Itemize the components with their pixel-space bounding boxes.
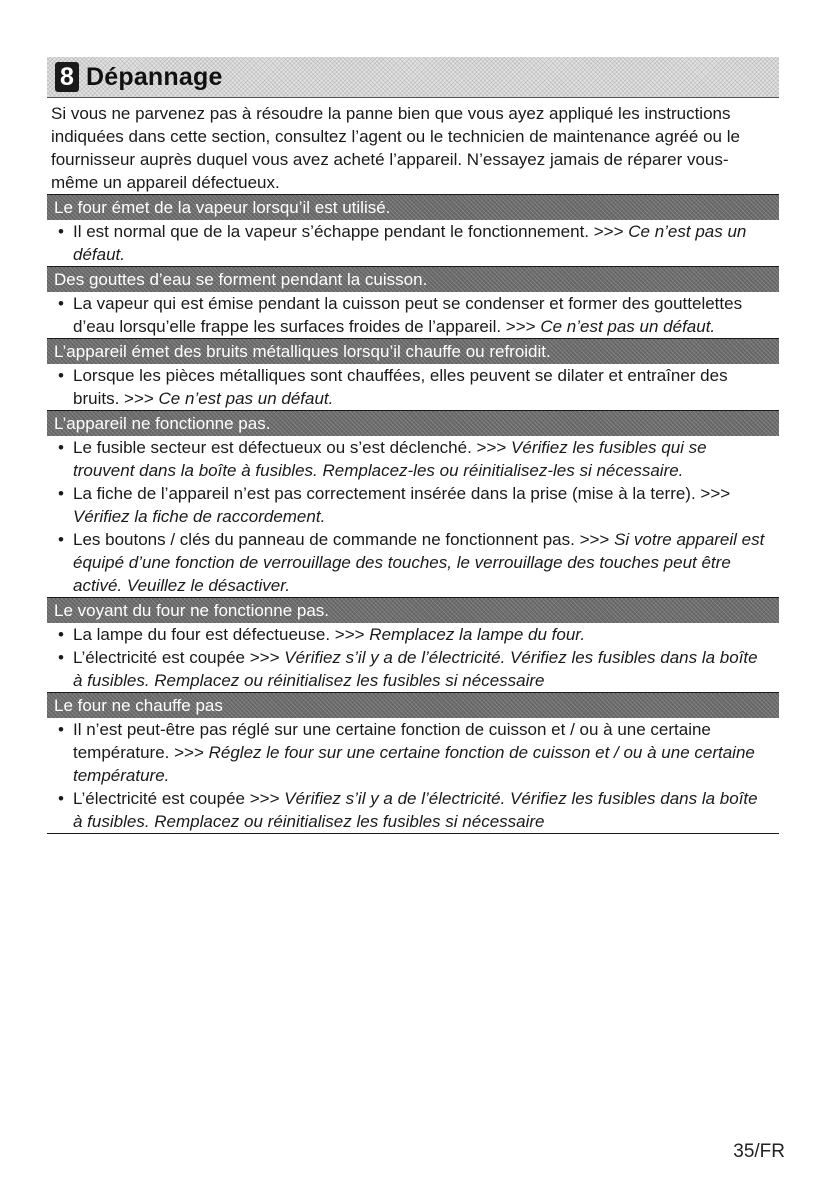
- bullet-icon: •: [58, 438, 64, 457]
- troubleshooting-page: [47, 57, 779, 834]
- chapter-number-badge: 8: [55, 62, 79, 92]
- bullet-icon: •: [58, 789, 64, 808]
- bullet-icon: •: [58, 720, 64, 739]
- section-title: Le four émet de la vapeur lorsqu’il est utilisé.: [47, 195, 779, 220]
- remedy-text: Ce n’est pas un défaut.: [73, 222, 747, 264]
- troubleshooting-section: [47, 266, 779, 338]
- troubleshooting-section: [47, 597, 779, 692]
- cause-list: [47, 436, 779, 597]
- list-item: [47, 528, 779, 597]
- bullet-icon: •: [58, 648, 64, 667]
- cause-text: Le fusible secteur est défectueux ou s’est déclenché. >>>: [73, 438, 512, 457]
- remedy-text: Vérifiez la fiche de raccordement.: [73, 507, 326, 526]
- remedy-text: Réglez le four sur une certaine fonction de cuisson et / ou à une certaine température.: [73, 743, 755, 785]
- cause-text: L’électricité est coupée >>>: [73, 789, 285, 808]
- bullet-icon: •: [58, 625, 64, 644]
- list-item: [47, 292, 779, 338]
- cause-text: Il n’est peut-être pas réglé sur une certaine fonction de cuisson et / ou à une certaine température. >>>: [73, 720, 711, 762]
- list-item: [47, 646, 779, 692]
- cause-text: Il est normal que de la vapeur s’échappe pendant le fonctionnement. >>>: [73, 222, 629, 241]
- cause-text: La vapeur qui est émise pendant la cuisson peut se condenser et former des gouttelettes d’eau lorsqu’elle frappe les surfaces froides de l’appareil. >>>: [73, 294, 743, 336]
- section-title: Le voyant du four ne fonctionne pas.: [47, 598, 779, 623]
- remedy-text: Si votre appareil est équipé d’une fonction de verrouillage des touches, le verrouillage des touches peut être activé. Veuillez le désactiver.: [73, 530, 765, 595]
- cause-list: [47, 364, 779, 410]
- chapter-title: Dépannage: [86, 62, 223, 91]
- cause-list: [47, 292, 779, 338]
- page-number: 35/FR: [733, 1141, 785, 1162]
- remedy-text: Vérifiez les fusibles qui se trouvent dans la boîte à fusibles. Remplacez-les ou réinitialisez-les si nécessaire.: [73, 438, 707, 480]
- troubleshooting-section: [47, 194, 779, 266]
- cause-list: [47, 623, 779, 692]
- list-item: [47, 623, 779, 646]
- intro-paragraph: Si vous ne parvenez pas à résoudre la panne bien que vous ayez appliqué les instructions indiquées dans cette section, consultez l’agent ou le technicien de maintenance agréé ou le fournisseur auprès duquel vous avez acheté l’appareil. N’essayez jamais de réparer vous-même un appareil défectueux.: [51, 104, 740, 192]
- remedy-text: Vérifiez s’il y a de l’électricité. Vérifiez les fusibles dans la boîte à fusibles. Remplacez ou réinitialisez les fusibles si nécessaire: [73, 789, 758, 831]
- cause-list: [47, 718, 779, 833]
- section-title: L’appareil émet des bruits métalliques lorsqu’il chauffe ou refroidit.: [47, 339, 779, 364]
- remedy-text: Ce n’est pas un défaut.: [540, 317, 716, 336]
- remedy-text: Ce n’est pas un défaut.: [158, 389, 334, 408]
- bullet-icon: •: [58, 294, 64, 313]
- bullet-icon: •: [58, 530, 64, 549]
- troubleshooting-section: [47, 338, 779, 410]
- list-item: [47, 787, 779, 833]
- section-title: Le four ne chauffe pas: [47, 693, 779, 718]
- remedy-text: Vérifiez s’il y a de l’électricité. Vérifiez les fusibles dans la boîte à fusibles. Remplacez ou réinitialisez les fusibles si nécessaire: [73, 648, 758, 690]
- cause-text: La fiche de l’appareil n’est pas correctement insérée dans la prise (mise à la terre). >>>: [73, 484, 731, 503]
- cause-text: L’électricité est coupée >>>: [73, 648, 285, 667]
- list-item: [47, 482, 779, 528]
- cause-list: [47, 220, 779, 266]
- bullet-icon: •: [58, 222, 64, 241]
- section-title: L’appareil ne fonctionne pas.: [47, 411, 779, 436]
- list-item: [47, 436, 779, 482]
- section-title: Des gouttes d’eau se forment pendant la cuisson.: [47, 267, 779, 292]
- troubleshooting-sections: [47, 194, 779, 834]
- cause-text: Les boutons / clés du panneau de commande ne fonctionnent pas. >>>: [73, 530, 615, 549]
- bullet-icon: •: [58, 484, 64, 503]
- troubleshooting-section: [47, 410, 779, 597]
- bullet-icon: •: [58, 366, 64, 385]
- troubleshooting-section: [47, 692, 779, 834]
- list-item: [47, 220, 779, 266]
- list-item: [47, 718, 779, 787]
- cause-text: La lampe du four est défectueuse. >>>: [73, 625, 370, 644]
- cause-text: Lorsque les pièces métalliques sont chauffées, elles peuvent se dilater et entraîner des bruits. >>>: [73, 366, 728, 408]
- list-item: [47, 364, 779, 410]
- chapter-header: [47, 57, 779, 98]
- remedy-text: Remplacez la lampe du four.: [369, 625, 586, 644]
